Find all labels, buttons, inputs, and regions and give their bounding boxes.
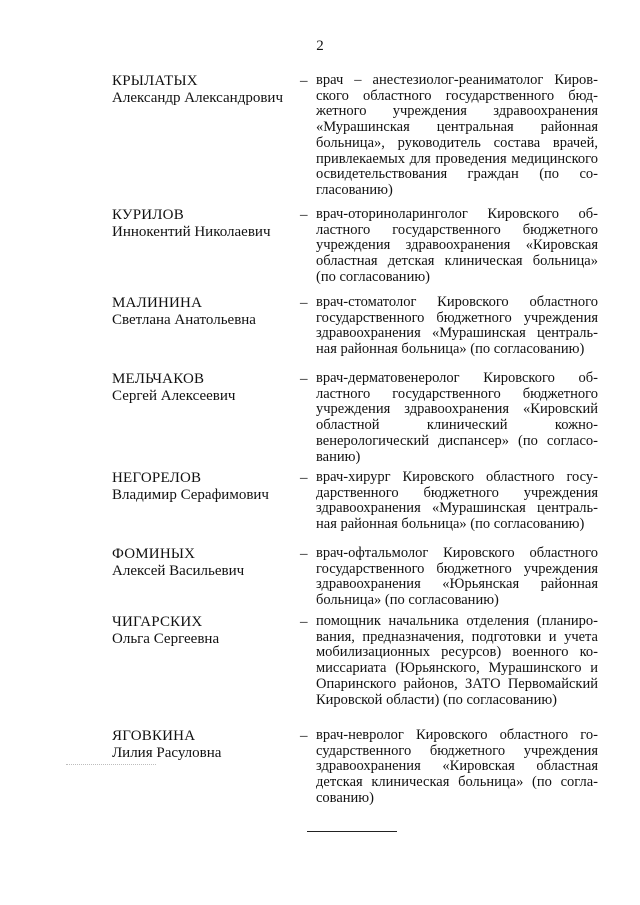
dash: – [300,470,308,486]
role-description: врач-хирург Кировского областного государственного бюджетного учреждения здравоохранения «Мурашинская центральная районная больница» (по согласованию) [316,469,598,533]
person-name [112,207,297,241]
given-names: Лилия Расуловна [112,745,222,761]
surname: МАЛИНИНА [112,295,203,311]
surname: КУРИЛОВ [112,207,184,223]
surname: КРЫЛАТЫХ [112,73,198,89]
closing-divider [307,831,397,832]
given-names: Александр Александрович [112,90,283,106]
given-names: Алексей Васильевич [112,563,245,579]
person-name [112,295,297,329]
role-description: помощник начальника отделения (планирования, предназначения, подготовки и учета мобилизационных ресурсов) военного комиссариата (Юрьянского, Мурашинского и Опаринского районов, ЗАТО Первомайский Кировской области) (по согласованию) [316,613,598,708]
dash: – [300,295,308,311]
person-name [112,470,297,504]
role-description: врач-дерматовенеролог Кировского областного государственного бюджетного учреждения здравоохранения «Кировский областной клинический кожновенерологический диспансер» (по согласованию) [316,370,598,465]
given-names: Владимир Серафимович [112,487,269,503]
given-names: Иннокентий Николаевич [112,224,271,240]
surname: ЧИГАРСКИХ [112,614,203,630]
dash: – [300,73,308,89]
role-description: врач-офтальмолог Кировского областного государственного бюджетного учреждения здравоохранения «Юрьянская районная больница» (по согласованию) [316,545,598,609]
person-name [112,728,297,762]
given-names: Сергей Алексеевич [112,388,236,404]
role-description: врач – анестезиолог-реаниматолог Кировского областного государственного бюджетного учреждения здравоохранения «Мурашинская центральная районная больница», руководитель состава врачей, привлекаемых для проведения медицинского освидетельствования граждан (по согласованию) [316,72,598,198]
person-name [112,614,297,648]
person-name [112,371,297,405]
surname: ЯГОВКИНА [112,728,196,744]
surname: МЕЛЬЧАКОВ [112,371,205,387]
dash: – [300,207,308,223]
role-description: врач-невролог Кировского областного государственного бюджетного учреждения здравоохранения «Кировская областная детская клиническая больница» (по согласованию) [316,727,598,806]
role-description: врач-оториноларинголог Кировского областного государственного бюджетного учреждения здравоохранения «Кировская областная детская клиническая больница» (по согласованию) [316,206,598,285]
given-names: Светлана Анатольевна [112,312,256,328]
dash: – [300,371,308,387]
scan-artifact [66,764,156,765]
person-name [112,73,297,107]
surname: НЕГОРЕЛОВ [112,470,202,486]
surname: ФОМИНЫХ [112,546,196,562]
person-name [112,546,297,580]
page-number: 2 [316,38,324,54]
dash: – [300,728,308,744]
role-description: врач-стоматолог Кировского областного государственного бюджетного учреждения здравоохранения «Мурашинская центральная районная больница» (по согласованию) [316,294,598,358]
dash: – [300,614,308,630]
dash: – [300,546,308,562]
given-names: Ольга Сергеевна [112,631,220,647]
